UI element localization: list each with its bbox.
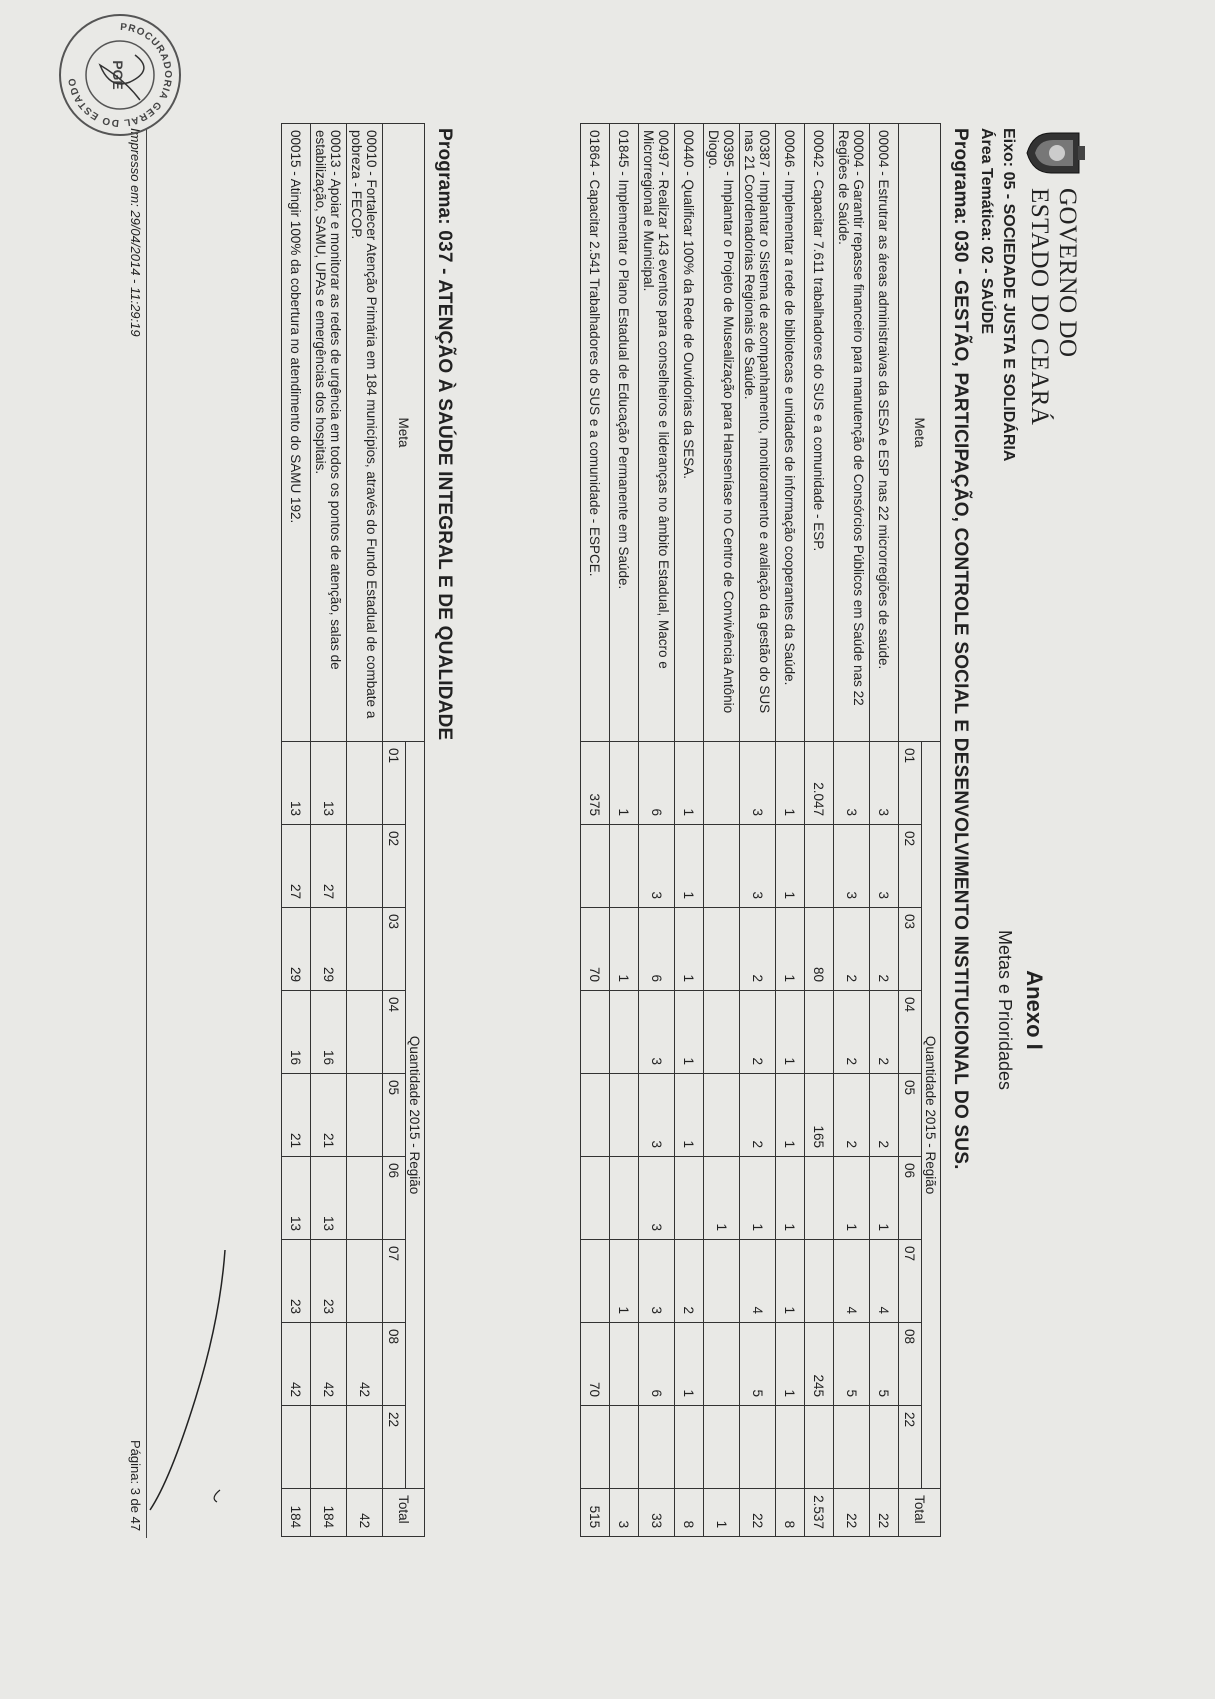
table-row [776,124,805,1537]
region-value-cell: 16 [311,991,347,1074]
region-value-cell: 2 [870,908,899,991]
region-value-cell: 29 [282,908,311,991]
table-row [870,124,899,1537]
page-number: Página: 3 de 47 [128,1440,143,1532]
region-header: 06 [383,1157,406,1240]
region-value-cell: 3 [834,742,870,825]
region-value-cell [704,1074,740,1157]
region-value-cell: 5 [870,1323,899,1406]
region-value-cell: 2 [834,991,870,1074]
meta-cell: 00015 - Atingir 100% da cobertura no atendimento do SAMU 192. [282,124,311,742]
anexo-subtitle: Metas e Prioridades [995,929,1015,1091]
total-cell: 22 [740,1489,776,1537]
anexo-block [994,880,1047,1140]
meta-cell: 00004 - Estrutrar as áreas administraivas da SESA e ESP nas 22 microrregiões de saúde. [870,124,899,742]
region-value-cell: 1 [675,825,704,908]
region-value-cell: 1 [675,908,704,991]
region-value-cell: 4 [870,1240,899,1323]
region-value-cell: 165 [805,1074,834,1157]
meta-cell: 00013 - Apoiar e monitorar as redes de urgência em todos os pontos de atenção, salas de estabilização, SAMU, UPAs e emergências dos hospitais. [311,124,347,742]
region-value-cell: 2 [834,1074,870,1157]
gov-line-2: ESTADO DO CEARÁ [1026,188,1053,426]
quantity-group-header: Quantidade 2015 - Região [922,742,941,1489]
region-value-cell: 2 [740,1074,776,1157]
total-header: Total [383,1489,425,1537]
region-value-cell: 1 [776,742,805,825]
program-030-table [580,123,941,1537]
region-value-cell [610,1074,639,1157]
region-value-cell [581,1406,610,1489]
region-value-cell [347,825,383,908]
region-value-cell: 42 [347,1323,383,1406]
meta-cell: 00440 - Qualificar 100% da Rede de Ouvidorias da SESA. [675,124,704,742]
region-value-cell: 6 [639,908,675,991]
table-row [610,124,639,1537]
region-value-cell: 3 [639,1157,675,1240]
region-value-cell [834,1406,870,1489]
region-value-cell [675,1406,704,1489]
total-cell: 1 [704,1489,740,1537]
region-value-cell [347,1157,383,1240]
region-value-cell [805,1240,834,1323]
region-value-cell: 1 [776,1323,805,1406]
region-value-cell: 1 [776,991,805,1074]
table-row [347,124,383,1537]
region-value-cell: 5 [834,1323,870,1406]
anexo-title: Anexo I [1022,970,1047,1050]
region-value-cell [581,1157,610,1240]
meta-cell: 00004 - Garantir repasse financeiro para manutenção de Consórcios Públicos em Saúde nas 22 Regiões de Saúde. [834,124,870,742]
region-value-cell: 42 [282,1323,311,1406]
total-cell: 515 [581,1489,610,1537]
region-value-cell [347,742,383,825]
region-value-cell: 3 [639,1240,675,1323]
program-037-table [281,123,425,1537]
table-row [311,124,347,1537]
region-value-cell: 2 [870,991,899,1074]
meta-cell: 01845 - Implementar o Plano Estadual de Educação Permanente em Saúde. [610,124,639,742]
eixo-label: Eixo: 05 - SOCIEDADE JUSTA E SOLIDÁRIA [1000,128,1017,462]
region-value-cell: 2 [740,991,776,1074]
meta-cell: 00010 - Fortalecer Atenção Primária em 184 municípios, através do Fundo Estadual de combate a pobreza - FECOP. [347,124,383,742]
region-header: 02 [383,825,406,908]
region-header: 05 [383,1074,406,1157]
region-value-cell: 3 [834,825,870,908]
region-value-cell: 1 [776,908,805,991]
region-value-cell [347,991,383,1074]
region-header: 08 [383,1323,406,1406]
region-header: 03 [899,908,922,991]
region-value-cell [704,1323,740,1406]
region-value-cell: 3 [639,991,675,1074]
table-row [740,124,776,1537]
region-value-cell: 3 [740,742,776,825]
gov-line-1: GOVERNO DO [1054,188,1081,358]
region-value-cell: 6 [639,742,675,825]
table-row [581,124,610,1537]
meta-header: Meta [899,124,941,742]
region-value-cell [740,1406,776,1489]
region-header: 04 [899,991,922,1074]
region-value-cell: 375 [581,742,610,825]
region-value-cell: 1 [776,825,805,908]
region-header: 06 [899,1157,922,1240]
region-value-cell [805,825,834,908]
total-cell: 22 [834,1489,870,1537]
region-value-cell [639,1406,675,1489]
area-tematica-label: Área Temática: 02 - SAÚDE [978,128,995,334]
region-value-cell: 1 [675,991,704,1074]
region-value-cell: 245 [805,1323,834,1406]
printed-timestamp: Impresso em: 29/04/2014 - 11:29:19 [128,128,143,337]
table-row [282,124,311,1537]
region-value-cell [581,991,610,1074]
region-value-cell: 1 [675,1323,704,1406]
total-cell: 184 [311,1489,347,1537]
region-value-cell: 13 [282,742,311,825]
region-value-cell: 1 [776,1240,805,1323]
region-header: 03 [383,908,406,991]
total-cell: 8 [675,1489,704,1537]
region-value-cell: 1 [834,1157,870,1240]
region-value-cell [347,1074,383,1157]
region-value-cell: 5 [740,1323,776,1406]
region-value-cell: 13 [282,1157,311,1240]
region-value-cell: 27 [282,825,311,908]
region-value-cell [704,742,740,825]
seal-inner-text: PGE [110,60,126,90]
region-value-cell [581,1074,610,1157]
region-header: 02 [899,825,922,908]
region-value-cell: 1 [610,908,639,991]
region-value-cell [870,1406,899,1489]
region-value-cell: 3 [870,825,899,908]
region-value-cell: 1 [776,1157,805,1240]
region-value-cell [805,1157,834,1240]
region-header: 22 [899,1406,922,1489]
region-value-cell: 2 [675,1240,704,1323]
coat-of-arms-icon [1020,128,1087,178]
total-cell: 184 [282,1489,311,1537]
region-value-cell: 6 [639,1323,675,1406]
region-value-cell: 1 [610,742,639,825]
region-value-cell: 3 [870,742,899,825]
region-value-cell [610,1323,639,1406]
region-value-cell [610,1406,639,1489]
region-header: 01 [383,742,406,825]
signature-mark [145,1240,255,1540]
total-cell: 33 [639,1489,675,1537]
meta-cell: 00042 - Capacitar 7.611 trabalhadores do SUS e a comunidade - ESP. [805,124,834,742]
program-030-title: Programa: 030 - GESTÃO, PARTICIPAÇÃO, CONTROLE SOCIAL E DESENVOLVIMENTO INSTITUCIONAL DO SUS. [950,128,971,1170]
region-value-cell: 16 [282,991,311,1074]
region-value-cell: 1 [776,1074,805,1157]
region-value-cell [704,1406,740,1489]
table-row [805,124,834,1537]
region-header: 05 [899,1074,922,1157]
region-value-cell [282,1406,311,1489]
region-value-cell: 42 [311,1323,347,1406]
region-value-cell: 2.047 [805,742,834,825]
total-cell: 8 [776,1489,805,1537]
region-value-cell [776,1406,805,1489]
region-header: 07 [383,1240,406,1323]
region-value-cell [704,908,740,991]
meta-cell: 00497 - Realizar 143 eventos para conselheiros e lideranças no âmbito Estadual, Macro e Microrregional e Municipal. [639,124,675,742]
region-value-cell [805,991,834,1074]
region-value-cell: 13 [311,1157,347,1240]
region-value-cell [610,825,639,908]
region-value-cell: 1 [870,1157,899,1240]
region-value-cell: 4 [740,1240,776,1323]
region-value-cell [347,1240,383,1323]
region-value-cell: 3 [639,1074,675,1157]
region-value-cell: 1 [740,1157,776,1240]
table-row [639,124,675,1537]
region-value-cell [704,1240,740,1323]
seal-outer-text: PROCURADORIA GERAL DO ESTADO [66,21,174,129]
region-value-cell [704,825,740,908]
total-cell: 22 [870,1489,899,1537]
region-value-cell: 1 [675,742,704,825]
region-header: 07 [899,1240,922,1323]
region-value-cell: 1 [610,1240,639,1323]
region-value-cell: 3 [639,825,675,908]
region-value-cell: 23 [282,1240,311,1323]
meta-cell: 00046 - Implementar a rede de bibliotecas e unidades de informação cooperantes da Saúde. [776,124,805,742]
region-header: 04 [383,991,406,1074]
program-037-title: Programa: 037 - ATENÇÃO À SAÚDE INTEGRAL E DE QUALIDADE [434,128,455,741]
meta-header: Meta [383,124,425,742]
region-value-cell [805,1406,834,1489]
pge-seal-stamp [55,10,185,140]
total-cell: 3 [610,1489,639,1537]
region-value-cell: 1 [704,1157,740,1240]
meta-cell: 00387 - Implantar o Sistema de acompanhamento, monitoramento e avaliação da gestão do SUS nas 21 Coordenadorias Regionais de Saúde. [740,124,776,742]
region-value-cell: 13 [311,742,347,825]
region-value-cell: 2 [740,908,776,991]
total-cell: 2.537 [805,1489,834,1537]
region-value-cell [610,991,639,1074]
table-row [704,124,740,1537]
region-value-cell [581,1240,610,1323]
region-value-cell: 23 [311,1240,347,1323]
region-value-cell: 2 [870,1074,899,1157]
region-value-cell: 29 [311,908,347,991]
region-header: 08 [899,1323,922,1406]
region-value-cell [347,908,383,991]
region-value-cell [704,991,740,1074]
region-value-cell: 70 [581,1323,610,1406]
region-value-cell: 70 [581,908,610,991]
region-value-cell: 4 [834,1240,870,1323]
region-header: 22 [383,1406,406,1489]
region-value-cell: 3 [740,825,776,908]
region-header: 01 [899,742,922,825]
table-row [675,124,704,1537]
total-header: Total [899,1489,941,1537]
region-value-cell [311,1406,347,1489]
quantity-group-header: Quantidade 2015 - Região [406,742,425,1489]
region-value-cell [347,1406,383,1489]
region-value-cell [675,1157,704,1240]
table-row [834,124,870,1537]
region-value-cell: 27 [311,825,347,908]
region-value-cell [610,1157,639,1240]
region-value-cell: 80 [805,908,834,991]
region-value-cell [581,825,610,908]
meta-cell: 01864 - Capacitar 2.541 Trabalhadores do SUS e a comunidade - ESPCE. [581,124,610,742]
total-cell: 42 [347,1489,383,1537]
region-value-cell: 1 [675,1074,704,1157]
meta-cell: 00395 - Implantar o Projeto de Musealização para Hanseníase no Centro de Convivência Antônio Diogo. [704,124,740,742]
region-value-cell: 2 [834,908,870,991]
region-value-cell: 21 [311,1074,347,1157]
region-value-cell: 21 [282,1074,311,1157]
